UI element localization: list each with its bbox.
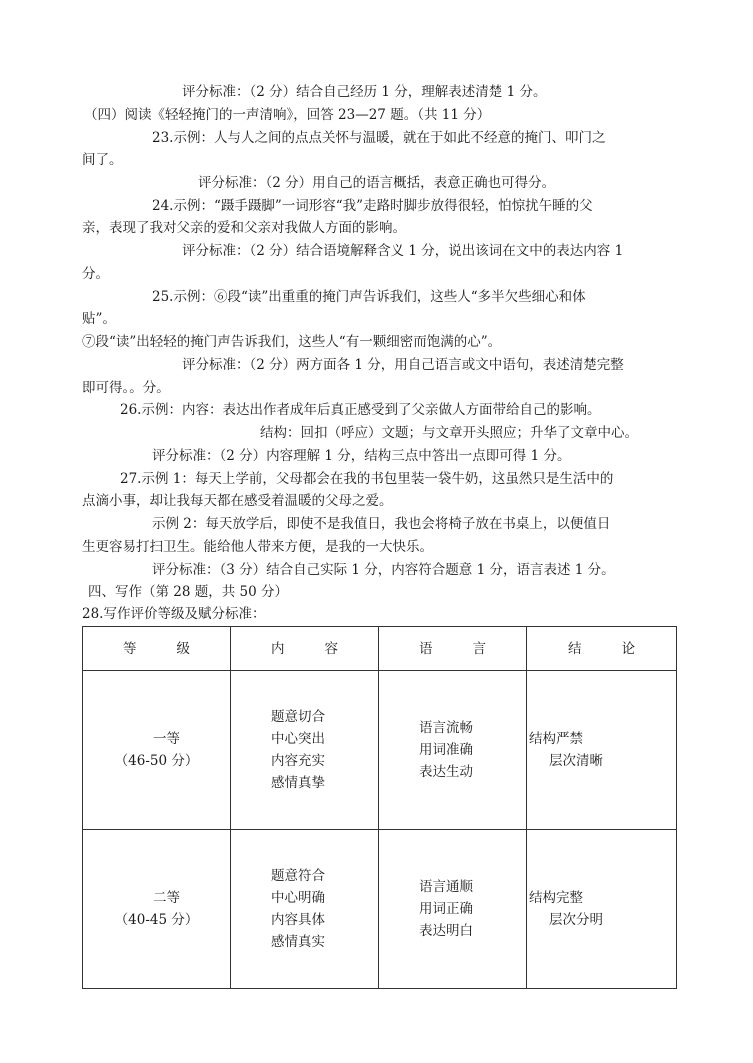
content-cell: 题意切合 中心突出 内容充实 感情真挚 xyxy=(231,671,379,830)
text-line: 间了。 xyxy=(82,152,123,168)
table-header-row xyxy=(83,627,677,671)
grading-table xyxy=(82,626,677,989)
structure-cell: 结构完整 层次分明 xyxy=(527,830,677,989)
text-line: 25.示例：⑥段“读”出重重的掩门声告诉我们，这些人“多半欠些细心和体 xyxy=(152,289,586,305)
text-line: 分。 xyxy=(82,266,109,282)
text-line: 评分标准：（2 分）用自己的语言概括，表意正确也可得分。 xyxy=(198,175,556,191)
text-line: 点滴小事，却让我每天都在感受着温暖的父母之爱。 xyxy=(82,493,393,509)
language-cell: 语言通顺 用词正确 表达明白 xyxy=(379,830,527,989)
grade-cell: 一等 （46-50 分） xyxy=(83,671,231,830)
text-line: 生更容易打扫卫生。能给他人带来方便，是我的一大快乐。 xyxy=(82,539,433,555)
text-line: 26.示例：内容：表达出作者成年后真正感受到了父亲做人方面带给自己的影响。 xyxy=(120,402,601,418)
text-line: 评分标准：（2 分）结合语境解释含义 1 分，说出该词在文中的表达内容 1 xyxy=(182,243,624,259)
header-language: 语 言 xyxy=(379,627,527,671)
text-line: 示例 2：每天放学后，即使不是我值日，我也会将椅子放在书桌上，以便值日 xyxy=(152,516,611,532)
section-heading: 四、写作（第 28 题，共 50 分） xyxy=(88,584,289,600)
table-row xyxy=(83,671,677,830)
text-line: 即可得。。分。 xyxy=(82,380,170,396)
text-line: 23.示例：人与人之间的点点关怀与温暖，就在于如此不经意的掩门、叩门之 xyxy=(152,130,606,146)
text-line: 贴”。 xyxy=(82,311,116,327)
language-cell: 语言流畅 用词准确 表达生动 xyxy=(379,671,527,830)
text-line: 评分标准：（3 分）结合自己实际 1 分，内容符合题意 1 分，语言表述 1 分。 xyxy=(152,562,615,578)
text-line: 评分标准：（2 分）两方面各 1 分，用自己语言或文中语句，表述清楚完整 xyxy=(182,357,624,373)
text-line: 评分标准：（2 分）结合自己经历 1 分，理解表述清楚 1 分。 xyxy=(182,84,547,100)
table-caption: 28.写作评价等级及赋分标准： xyxy=(82,606,266,622)
content-cell: 题意符合 中心明确 内容具体 感情真实 xyxy=(231,830,379,989)
text-line: 亲，表现了我对父亲的爱和父亲对我做人方面的影响。 xyxy=(82,220,406,236)
text-line: 24.示例：“蹑手蹑脚”一词形容“我”走路时脚步放得很轻，怕惊扰午睡的父 xyxy=(152,198,593,214)
table-row xyxy=(83,830,677,989)
header-structure: 结 论 xyxy=(527,627,677,671)
section-heading: （四）阅读《轻轻掩门的一声清响》，回答 23—27 题。（共 11 分） xyxy=(84,107,491,123)
header-grade: 等 级 xyxy=(83,627,231,671)
text-line: 结构：回扣（呼应）文题；与文章开头照应；升华了文章中心。 xyxy=(260,425,638,441)
text-line: 评分标准：（2 分）内容理解 1 分，结构三点中答出一点即可得 1 分。 xyxy=(152,448,571,464)
text-line: 27.示例 1：每天上学前，父母都会在我的书包里装一袋牛奶，这虽然只是生活中的 xyxy=(120,471,614,487)
text-line: ⑦段“读”出轻轻的掩门声告诉我们，这些人“有一颗细密而饱满的心”。 xyxy=(82,334,502,350)
structure-cell: 结构严禁 层次清晰 xyxy=(527,671,677,830)
header-content: 内 容 xyxy=(231,627,379,671)
grade-cell: 二等 （40-45 分） xyxy=(83,830,231,989)
